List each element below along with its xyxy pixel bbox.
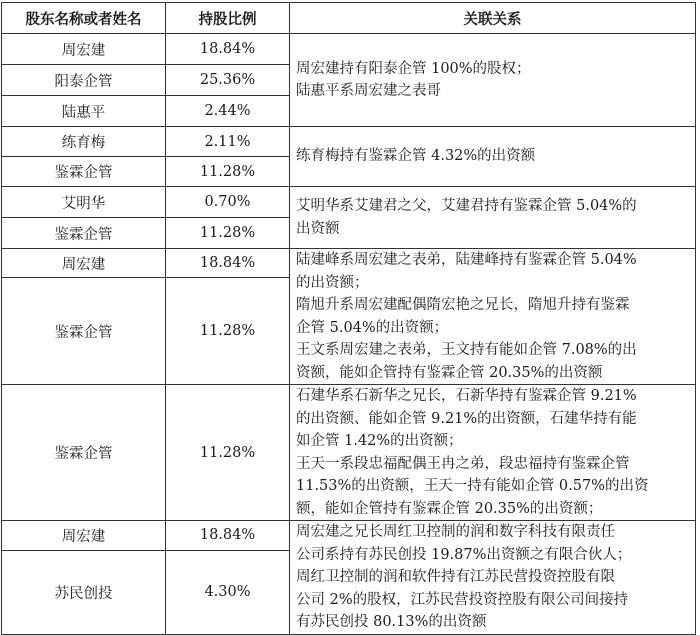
relation-line: 周宏建持有阳泰企管 100%的股权； — [296, 60, 531, 77]
relation-line: 额，能如企管持有鉴霖企管 20.35%的出资额； — [296, 500, 603, 517]
holding-ratio: 11.28% — [166, 157, 290, 187]
relation-line: 周宏建之兄长周红卫控制的润和数字科技有限责任 — [296, 524, 615, 540]
holding-ratio: 2.44% — [166, 96, 290, 127]
relation-line: 陆建峰系周宏建之表弟，陆建峰持有鉴霖企管 5.04% — [296, 252, 637, 268]
table-row — [2, 187, 696, 218]
relation-line: 公司 2%的股权，江苏民营投资控股有限公司间接持 — [296, 591, 629, 608]
table-row — [2, 385, 696, 521]
shareholder-name: 鉴霖企管 — [2, 157, 166, 187]
relation-line: 练育梅持有鉴霖企管 4.32%的出资额 — [296, 148, 536, 165]
relation-line: 陆惠平系周宏建之表哥 — [296, 83, 441, 99]
relation-line: 公司系持有苏民创投 19.87%出资额之有限合伙人； — [296, 546, 632, 563]
relation-line: 企管 5.04%的出资额； — [296, 319, 449, 336]
relation-cell — [290, 127, 696, 187]
relation-line: 王文系周宏建之表弟，王文持有能如企管 7.08%的出 — [296, 342, 637, 358]
holding-ratio: 0.70% — [166, 187, 290, 218]
holding-ratio: 18.84% — [166, 34, 290, 65]
holding-ratio: 11.28% — [166, 385, 290, 521]
table-row — [2, 34, 696, 65]
shareholder-name: 周宏建 — [2, 249, 166, 278]
shareholder-name: 阳泰企管 — [2, 65, 166, 96]
relation-line: 11.53%的出资额，王天一持有能如企管 0.57%的出资 — [296, 478, 649, 494]
relation-cell — [290, 249, 696, 385]
header-relation: 关联关系 — [290, 3, 696, 34]
header-holding-ratio: 持股比例 — [166, 3, 290, 34]
relation-line: 石建华系石新华之兄长，石新华持有鉴霖企管 9.21% — [296, 388, 637, 404]
shareholder-name: 陆惠平 — [2, 96, 166, 127]
relation-line: 如企管 1.42%的出资额； — [296, 433, 463, 449]
relation-cell — [290, 521, 696, 635]
header-shareholder-name: 股东名称或者姓名 — [2, 3, 166, 34]
table-row — [2, 249, 696, 278]
holding-ratio: 18.84% — [166, 521, 290, 551]
relation-cell — [290, 187, 696, 249]
shareholder-name: 周宏建 — [2, 34, 166, 65]
shareholder-name: 练育梅 — [2, 127, 166, 157]
shareholder-name: 鉴霖企管 — [2, 385, 166, 521]
table-row — [2, 521, 696, 551]
relation-line: 艾明华系艾建君之父，艾建君持有鉴霖企管 5.04%的 — [296, 198, 637, 214]
shareholder-relation-table — [1, 2, 696, 635]
holding-ratio: 18.84% — [166, 249, 290, 278]
relation-line: 的出资额； — [296, 274, 369, 291]
relation-line: 王天一系段忠福配偶王冉之弟，段忠福持有鉴霖企管 — [296, 455, 630, 472]
shareholder-name: 艾明华 — [2, 187, 166, 218]
shareholder-name: 苏民创投 — [2, 550, 166, 634]
relation-line: 出资额 — [296, 220, 340, 237]
holding-ratio: 25.36% — [166, 65, 290, 96]
relation-cell — [290, 34, 696, 127]
shareholder-name: 鉴霖企管 — [2, 218, 166, 249]
relation-cell — [290, 385, 696, 521]
table-header-row — [2, 3, 696, 34]
shareholder-name: 鉴霖企管 — [2, 278, 166, 385]
relation-line: 隋旭升系周宏建配偶隋宏艳之兄长，隋旭升持有鉴霖 — [296, 297, 630, 313]
holding-ratio: 11.28% — [166, 218, 290, 249]
relation-line: 的出资额、能如企管 9.21%的出资额，石建华持有能 — [296, 410, 637, 427]
holding-ratio: 4.30% — [166, 550, 290, 634]
relation-line: 周红卫控制的润和软件持有江苏民营投资控股有限 — [296, 569, 615, 585]
shareholder-name: 周宏建 — [2, 521, 166, 551]
holding-ratio: 11.28% — [166, 278, 290, 385]
table-row — [2, 127, 696, 157]
holding-ratio: 2.11% — [166, 127, 290, 157]
relation-line: 资额，能如企管持有鉴霖企管 20.35%的出资额 — [296, 364, 603, 381]
relation-line: 有苏民创投 80.13%的出资额 — [296, 614, 487, 630]
